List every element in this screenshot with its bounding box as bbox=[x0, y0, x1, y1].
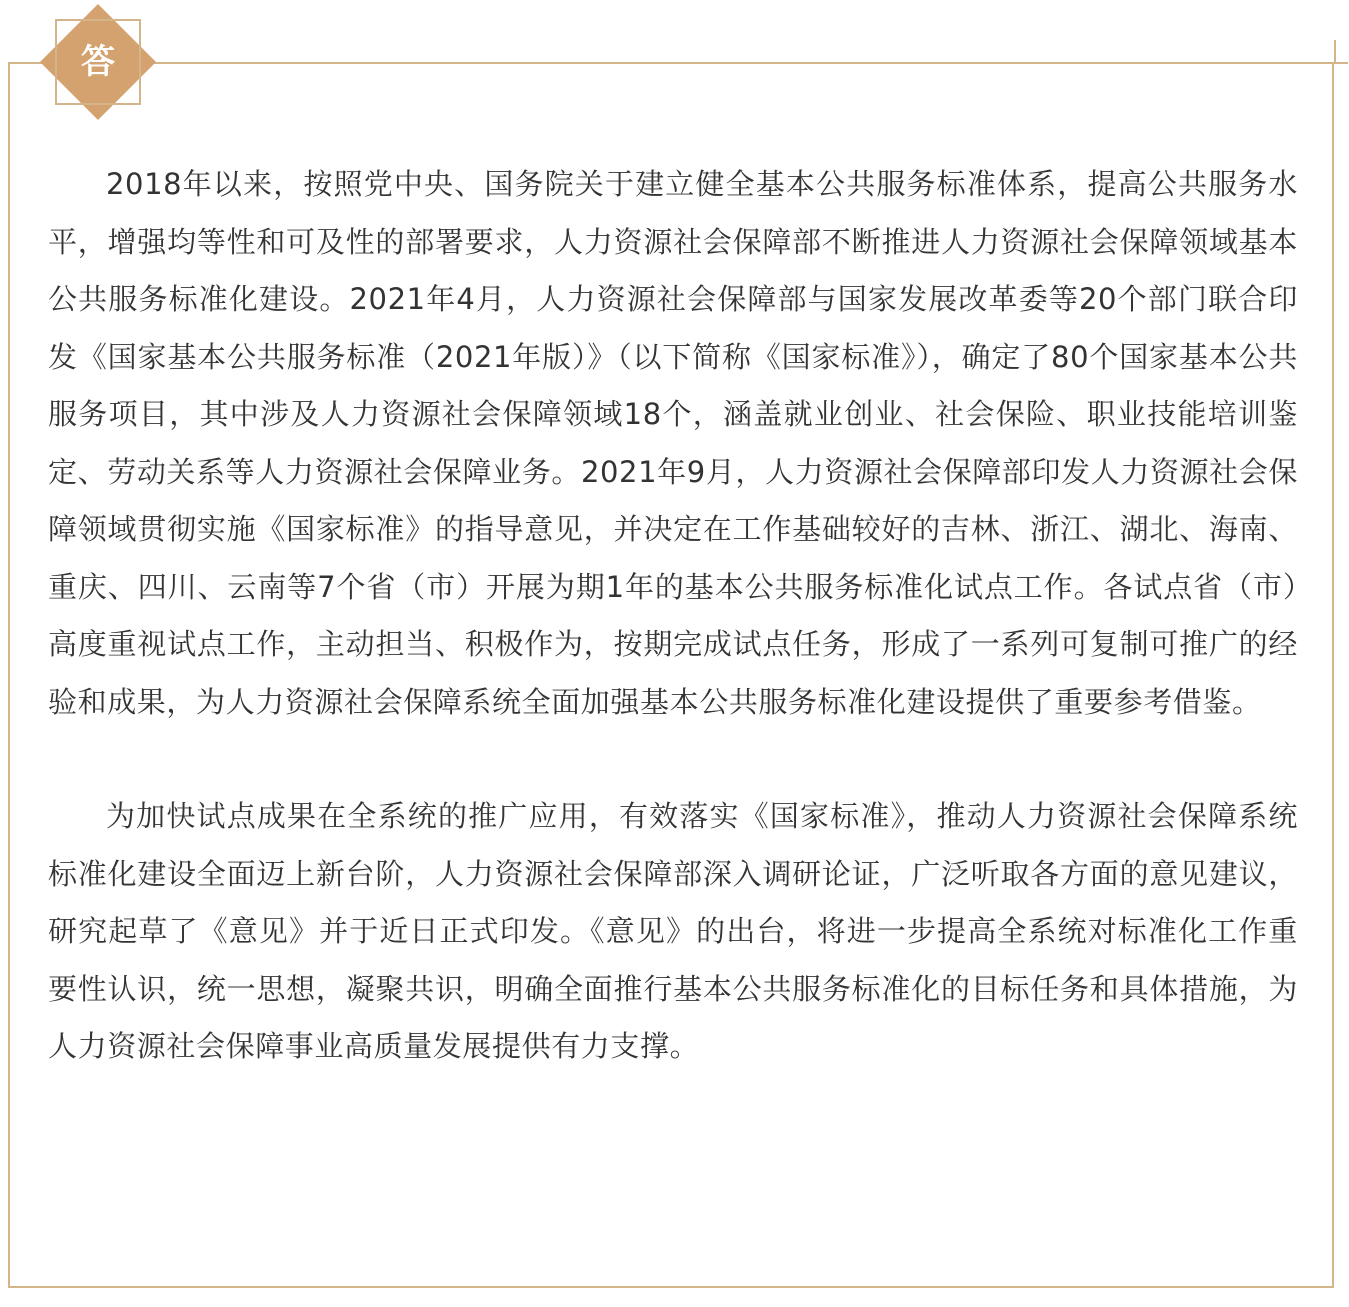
answer-content bbox=[48, 156, 1298, 1076]
paragraph-2: 为加快试点成果在全系统的推广应用，有效落实《国家标准》，推动人力资源社会保障系统标准化建设全面迈上新台阶，人力资源社会保障部深入调研论证，广泛听取各方面的意见建议，研究起草了《意见》并于近日正式印发。《意见》的出台，将进一步提高全系统对标准化工作重要性认识，统一思想，凝聚共识，明确全面推行基本公共服务标准化的目标任务和具体措施，为人力资源社会保障事业高质量发展提供有力支撑。 bbox=[48, 799, 1298, 1063]
paragraph-1: 2018年以来，按照党中央、国务院关于建立健全基本公共服务标准体系，提高公共服务水平，增强均等性和可及性的部署要求，人力资源社会保障部不断推进人力资源社会保障领域基本公共服务标准化建设。2021年4月，人力资源社会保障部与国家发展改革委等20个部门联合印发《国家基本公共服务标准（2021年版）》（以下简称《国家标准》），确定了80个国家基本公共服务项目，其中涉及人力资源社会保障领域18个，涵盖就业创业、社会保险、职业技能培训鉴定、劳动关系等人力资源社会保障业务。2021年9月，人力资源社会保障部印发人力资源社会保障领域贯彻实施《国家标准》的指导意见，并决定在工作基础较好的吉林、浙江、湖北、海南、重庆、四川、云南等7个省（市）开展为期1年的基本公共服务标准化试点工作。各试点省（市）高度重视试点工作，主动担当、积极作为，按期完成试点任务，形成了一系列可复制可推广的经验和成果，为人力资源社会保障系统全面加强基本公共服务标准化建设提供了重要参考借鉴。 bbox=[48, 167, 1298, 719]
answer-badge bbox=[40, 4, 156, 120]
answer-badge-label: 答 bbox=[81, 42, 115, 82]
frame-top-line-right bbox=[150, 62, 1348, 64]
frame-corner-tick bbox=[1334, 40, 1336, 64]
